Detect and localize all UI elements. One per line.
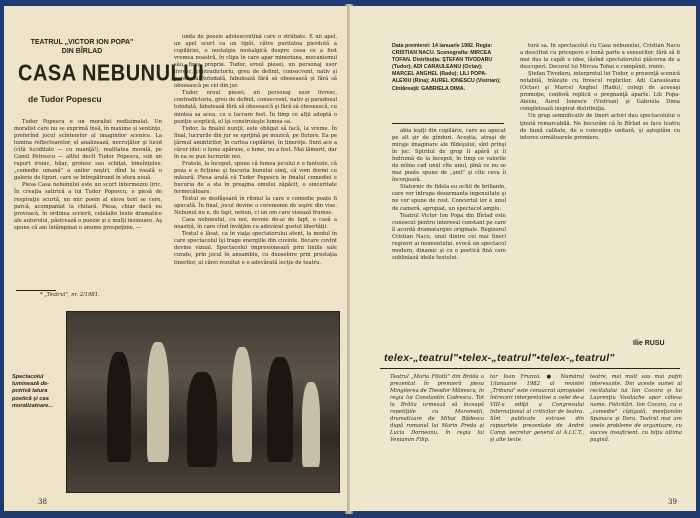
photo-figure: [232, 347, 252, 462]
telex-column-1: Teatrul „Maria Filotti" din Brăila a prezentat în premieră piesa Mingiierea de Theodor Mănescu, în regia lui Constantin Codrescu. Tot la Brăila urmează să înceapă repetiţiile cu Moromeţii, dramatizare de Mihai Bădescu după romanul lui Marin Preda şi Lucia Dorneanu, în regia lui Veniamin Filip.: [390, 374, 484, 444]
paragraph: Textul se desfăşoară în ritmul la care o comedie poate fi apucată. În final, jocul devine o ceremonie de ieşire din vise. Nebunul nu e, de fapt, nebun, ci un om care visează frumos.: [174, 196, 337, 217]
right-page: [350, 6, 696, 511]
footnote-rule: [16, 290, 56, 291]
paragraph: Tudor, la finalul nunţii, este obligat să facă, la vreme. În final, lucrurile din jur se sprijină pe muzică, pe fluture. Ea pe ţărmul amintirilor, în curtea copilăriei, în tinereţe. Sunt ace a căror idei: o lume apăruse, o lume, nu a fost. Mai lămurit, dar în ea se pun lucrurile noi.: [174, 125, 337, 160]
paragraph: tură sa. În spectacolul cu Casa nebunului, Cristian Nacu a descifrat cu pricepere o bună parte a sensurilor, fără să fi mai dus la capăt o idee, lăsînd spectatorului plăcerea de a descoperi. Decorul lui Mircea Tofan e cumpănit, ironic.: [520, 43, 680, 71]
author-signature: Ilie RUSU: [633, 340, 665, 347]
footnote: * „Teatrul", nr. 2/1981.: [40, 292, 100, 298]
paragraph: Casa nebunului, cu noi, nevoie de-ai de fapt, o casă a noastră, în care cînd învăţăm cu adevărat gustul libertăţii.: [174, 217, 337, 231]
paragraph: Tudor Popescu e un moralist nedisimulat. Un moralist care nu se exprimă însă, în maxime şi sentinţe, preferînd jocul scînteietor al imaginilor scenice. La lumina reflectoarelor, el analizează, necruţător şi lucid (cîtă luciditate — cu nuanţă!), realitatea morală, pe Camil Petrescu — altfel decît Tudor Popescu, sub un raport ironic, hilar, grotesc sau schiţat, bineînţeles: „comedie umană" a anilor noştri, dînd la iveală o galerie de tipuri, care se întrepătrund în sfera nouă.: [14, 119, 162, 182]
telex-column-2: tor Ioan Frunză. ● Numărul 1/ianuarie 1982 al revistei „Tribuna" este consacrat apropiatei întreceri interpretative a celei de-a VIII-a ediţii a Congresului Internaţional al criticilor de teatru. Sînt publicate extrase din rapoartele prezentate de André Camp, secretar general al A.I.C.T., şi alte texte.: [490, 374, 584, 444]
paragraph: Teatrul Victor Ion Popa din Bîrlad este cunoscut pentru interesul constant pe care îl acordă dramaturgiei originale. Regizorul Cristian Nacu, unul dintre cei mai tineri regizori ai momentului, evocă un spectacol modern, dinamic şi cu o poetică fină care subliniază ideile textului.: [392, 212, 506, 261]
paragraph: Ştefan Tivodaru, interpretul lui Tudor, o prezenţă scenică notabilă, trăieşte cu firescul replicilor. Adi Carauleanu (Octav) şi Marcel Anghel (Radu), colegi de aceeaşi promoţie, conferă replicii o pregnanţă aparte. Lili Popa-Alexiu, Aurel Ionescu (Vistrian) şi Gabriela Dima completează inspirat distribuţia.: [520, 71, 680, 113]
paragraph: Fratele, la început, spune că lumea jocului e o fantezie, că poza e o ficţiune şi bucuria bunului simţ, că vom dormi cu măsură. Piesa arată că Tudor Popescu în finalul comediei e bucuria de a sta în preajma omului zăpăcit, o sinceritate fermecătoare.: [174, 160, 337, 196]
banner-rule: [380, 368, 680, 369]
photo-caption: Spectacolul luminează de-potrivă latura poetică şi cea moralizatoare...: [12, 374, 54, 409]
body-column-2: [174, 34, 337, 306]
photo-figure: [302, 382, 320, 467]
photo-figure: [147, 342, 169, 462]
telex-banner: telex-„teatrul"•telex-„teatrul"•telex-„teatrul": [384, 352, 615, 364]
paragraph: Tudor, eroul piesei, un personaj usor livresc, contradictoriu, greu de definit, consecvent, nativ şi paradoxal totodată, fabulează fără să obosească şi fără să obosească, cu mintea sa acea, cu o lucrare fost. În timp ce alţii adoptă o poziţie sceptică, el îşi construieşte lumea sa.: [174, 90, 337, 125]
photo-figure: [107, 352, 131, 462]
body-column-3: [392, 128, 506, 348]
paragraph: Statornic de fidela eu ochii de briliante, care vor întrupa dezarmanta ingenuitate şi ne vor spune de rost. Concertul lor e unul de cameră, apropiat, un spectacol amplu.: [392, 184, 506, 212]
article-title: CASA NEBUNULUI: [18, 61, 205, 87]
telex-column-3: teatre, mai mult sau mai puţin interesante. Din aceste sumei al recitalului lui Ion Cocora şi lui Laurenţiu Vasilache apar câteva nume. Felicitări. Ion Cocora, cu o „comedie" cîştigată, menţionăm Spanacu şi Dora. Teatrul mai are unele probleme de organizare, cu succes insuficient. cu biţiu ultima pagină.: [590, 374, 682, 444]
theatre-heading: TEATRUL „VICTOR ION POPA" DIN BÎRLAD: [30, 39, 134, 55]
production-photo: [66, 311, 340, 493]
production-credits: Data premierei: 14 ianuarie 1982. Regia: CRISTIAN NACU. Scenografia: MIRCEA TOFAN. Distribuţia: ŞTEFAN TIVODARU (Tudor); ADI CARAULEANU (Octav); MARCEL ANGHEL (Radu); LILI POPA-ALEXIU (Rina); AUREL IONESCU (Vistrian); Cîntăreaţă: GABRIELA DIMA.: [392, 43, 501, 92]
paragraph: Un grup semnificativ de tineri actori dau spectacolului o ţinută remarcabilă. Ne bucurăm că în Bîrlad se face teatru de bună calitate, de o concepţie unitară, şi aşteptăm cu interes următoarele premiere.: [520, 113, 680, 141]
photo-figure: [187, 372, 217, 467]
credits-rule: [392, 123, 504, 124]
page-number: 38: [38, 498, 47, 506]
paragraph: Piesa Casa nebunului este un scurt intermezzo liric. În creaţia satirică a lui Tudor Popescu, o piesă de respiraţie scurtă, un mic poem al eleva text se cere, parcă, acompaniat la chitară. Piesa, chiar dacă nu provoacă, în ordinea scrierii, celelalte texte dramatice ale autorului, păstrează o poezie şi o mulţi insinuare. Aş spune că am întâmpinat o anume prospeţime, —: [14, 182, 162, 231]
body-column-4: [520, 43, 680, 333]
left-page: [4, 6, 347, 511]
paragraph: Textul e lăsat, ca în viaţa spectatorului atent, la modul în care spectacolul îşi trage energiile din cuvinte, fiecare cuvînt devine vizual. Spectacolul impresionează prin liniile sale curate, prin jocul în ansamblu, cu deosebire prin prestaţia tinerilor, al cărei rezultat e o adevărată lecţie de teatru.: [174, 231, 337, 266]
paragraph: unda de poezie adolescentină care o străbate. E un apel, un apel scurt ca un tipăt, către puritatea pierdută a copilăriei, o nostalgie nostalgică despre ceea ce a fost vremea noastră, în clipa în care apar mineriana, mecanismul său, firea proprie. Tudor, eroul piesei, un personaj usor livresc, contradictoriu, greu de definit, consecvent, nativ şi paradoxal totodată, fabulează fără să obosească şi fără să obosească pe cei din jur.: [174, 34, 337, 90]
photo-figure: [267, 357, 293, 462]
paragraph: abia ieşiţi din copilărie, care au apucat pe alt şir de gînduri. Aceştia, atraşi de miraje imaginare ale fildeşului, sînt prinşi în joc. Spiritul de grup îi apără şi îi îndrumă de la început, în timp ce valorile de mîine cad unul cîte unul, pînă ce nu se mai poate spune de „şnit" şi cîte ceva îi înconjoară.: [392, 128, 506, 184]
body-column-1: [14, 119, 162, 299]
page-number: 39: [668, 498, 677, 506]
article-author: de Tudor Popescu: [28, 94, 102, 104]
